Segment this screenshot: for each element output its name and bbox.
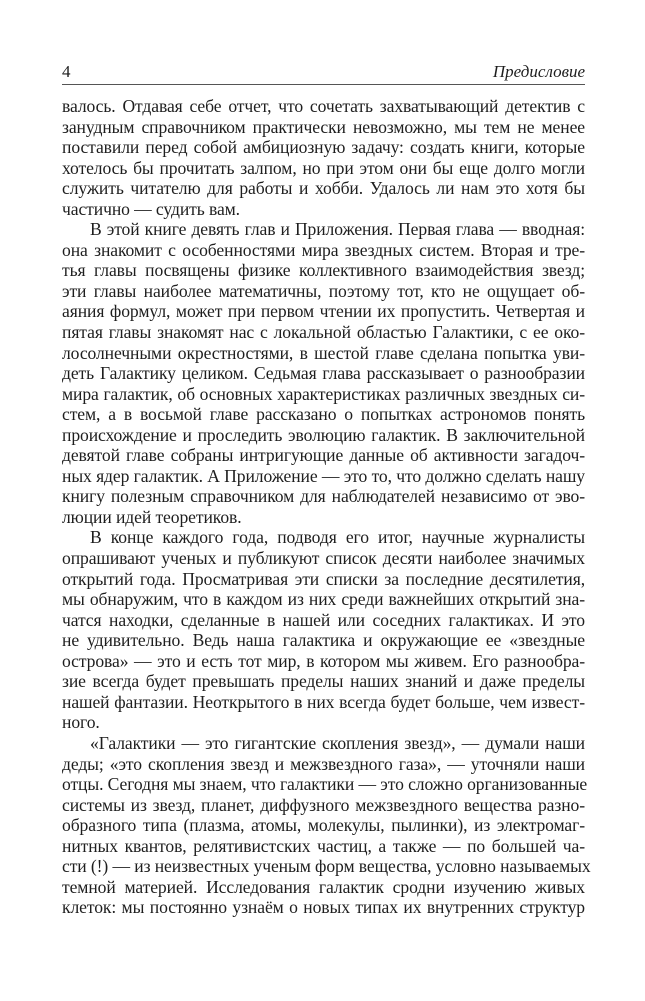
text-line: она знакомит с особенностями мира звездных систем. Вторая и тре- <box>62 239 585 260</box>
text-line: лосолнечными окрестностями, в шестой главе сделана попытка уви- <box>62 342 585 363</box>
page-number: 4 <box>62 62 71 81</box>
text-line: ных ядер галактик. А Приложение — это то, что должно сделать нашу <box>62 465 585 486</box>
text-line: стем, а в восьмой главе рассказано о попытках астрономов понять <box>62 404 585 425</box>
text-line: нашей фантазии. Неоткрытого в них всегда будет больше, чем извест- <box>62 691 585 712</box>
text-line: системы из звезд, планет, диффузного межзвездного вещества разно- <box>62 794 585 815</box>
text-line: пятая главы знакомят нас с локальной областью Галактики, с ее око- <box>62 322 585 343</box>
text-line: девятой главе собраны интригующие данные об активности загадоч- <box>62 445 585 466</box>
text-line: книгу полезным справочником для наблюдателей независимо от эво- <box>62 486 585 507</box>
text-line: тья главы посвящены физике коллективного взаимодействия звезд; <box>62 260 585 281</box>
text-line: В этой книге девять глав и Приложения. Первая глава — вводная: <box>90 219 585 240</box>
text-line: острова» — это и есть тот мир, в котором мы живем. Его разнообра- <box>62 650 585 671</box>
text-line: деды; «это скопления звезд и межзвездного газа», — уточняли наши <box>62 753 585 774</box>
text-line: «Галактики — это гигантские скопления звезд», — думали наши <box>90 732 585 753</box>
running-title: Предисловие <box>492 62 585 81</box>
text-line: поставили перед собой амбициозную задачу: создать книги, которые <box>62 137 585 158</box>
text-line: клеток: мы постоянно узнаём о новых типах их внутренних структур <box>62 897 585 918</box>
text-line: служить читателю для работы и хобби. Удалось ли нам это хотя бы <box>62 178 585 199</box>
text-line: не удивительно. Ведь наша галактика и окружающие ее «звездные <box>62 630 585 651</box>
paragraph <box>62 527 585 732</box>
text-line: эти главы наиболее математичны, поэтому тот, кто не ощущает об- <box>62 280 585 301</box>
text-line: темной материей. Исследования галактик сродни изучению живых <box>62 876 585 897</box>
paragraph <box>62 219 585 527</box>
text-line: аяния формул, может при первом чтении их пропустить. Четвертая и <box>62 301 585 322</box>
text-line: люции идей теоретиков. <box>62 506 242 527</box>
text-line: чатся находки, сделанные в нашей или соседних галактиках. И это <box>62 609 585 630</box>
text-line: отцы. Сегодня мы знаем, что галактики — это сложно организованные <box>62 774 588 795</box>
text-line: мы обнаружим, что в каждом из них среди важнейших открытий зна- <box>62 589 585 610</box>
text-line: мира галактик, об основных характеристиках различных звездных си- <box>62 383 585 404</box>
text-line: ного. <box>62 712 100 733</box>
text-line: образного типа (плазма, атомы, молекулы, пылинки), из электромаг- <box>62 815 585 836</box>
text-line: занудным справочником практически невозможно, мы тем не менее <box>62 116 585 137</box>
text-line: деть Галактику целиком. Седьмая глава рассказывает о разнообразии <box>62 363 585 384</box>
text-line: зие всегда будет превышать пределы наших знаний и даже пределы <box>62 671 585 692</box>
text-line: нитных квантов, релятивистских частиц, а также — по большей ча- <box>62 835 585 856</box>
paragraph <box>62 732 591 918</box>
text-line: валось. Отдавая себе отчет, что сочетать захватывающий детектив с <box>62 96 585 116</box>
text-line: открытий года. Просматривая эти списки за последние десятилетия, <box>62 568 585 589</box>
body-text <box>62 96 591 918</box>
text-line: хотелось бы прочитать залпом, но при этом они бы еще долго могли <box>62 157 585 178</box>
text-line: частично — судить вам. <box>62 198 240 219</box>
text-line: происхождение и проследить эволюцию галактик. В заключительной <box>62 424 585 445</box>
text-line: опрашивают ученых и публикуют список десяти наиболее значимых <box>62 548 585 569</box>
text-line: сти (!) — из неизвестных ученым форм вещества, условно называемых <box>62 856 591 877</box>
paragraph <box>62 96 585 219</box>
page-header <box>62 60 585 85</box>
text-line: В конце каждого года, подводя его итог, научные журналисты <box>90 527 585 548</box>
